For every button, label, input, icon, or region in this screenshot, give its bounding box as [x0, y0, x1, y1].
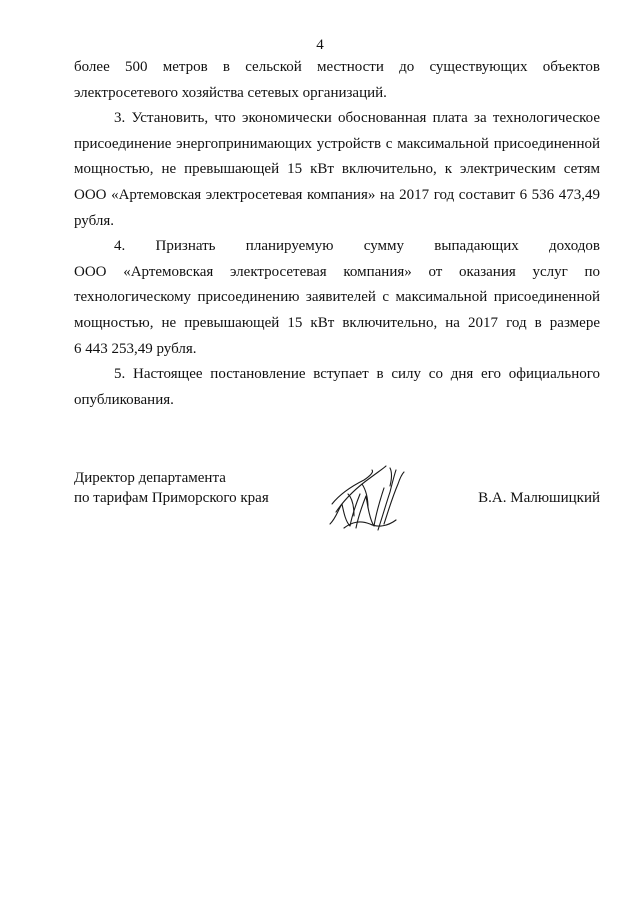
text-line: более 500 метров в сельской местности до существующих объектов — [74, 59, 600, 75]
text-line: электросетевого хозяйства сетевых организаций. — [74, 84, 387, 101]
signatory-name: В.А. Малюшицкий — [478, 490, 600, 506]
paragraph-item-4 — [74, 234, 600, 362]
text-line: 5. Настоящее постановление вступает в силу со дня его официального — [114, 366, 600, 383]
handwritten-signature — [326, 464, 410, 534]
signature-block — [74, 468, 600, 548]
page-number: 4 — [316, 37, 324, 53]
signatory-title-line-2: по тарифам Приморского края — [74, 490, 269, 506]
text-line: мощностью, не превышающей 15 кВт включительно, на 2017 год в размере — [74, 314, 600, 331]
paragraph-item-3 — [74, 106, 600, 234]
text-line: опубликования. — [74, 391, 174, 408]
text-line: 3. Установить, что экономически обоснованная плата за технологическое — [114, 110, 600, 127]
text-line: ООО «Артемовская электросетевая компания» на 2017 год составит 6 536 473,49 — [74, 186, 600, 203]
paragraph-continuation — [74, 55, 600, 106]
document-body — [74, 55, 600, 413]
signatory-title-line-1: Директор департамента — [74, 470, 226, 486]
text-line: присоединение энергопринимающих устройств с максимальной присоединенной — [74, 135, 600, 152]
text-line: 6 443 253,49 рубля. — [74, 340, 197, 357]
signatory-title — [74, 468, 269, 508]
paragraph-item-5 — [74, 362, 600, 413]
text-line: мощностью, не превышающей 15 кВт включительно, к электрическим сетям — [74, 161, 600, 178]
text-line: технологическому присоединению заявителей с максимальной присоединенной — [74, 289, 600, 306]
text-line: 4. Признать планируемую сумму выпадающих доходов — [114, 238, 600, 255]
text-line: рубля. — [74, 212, 114, 229]
text-line: ООО «Артемовская электросетевая компания» от оказания услуг по — [74, 263, 600, 280]
